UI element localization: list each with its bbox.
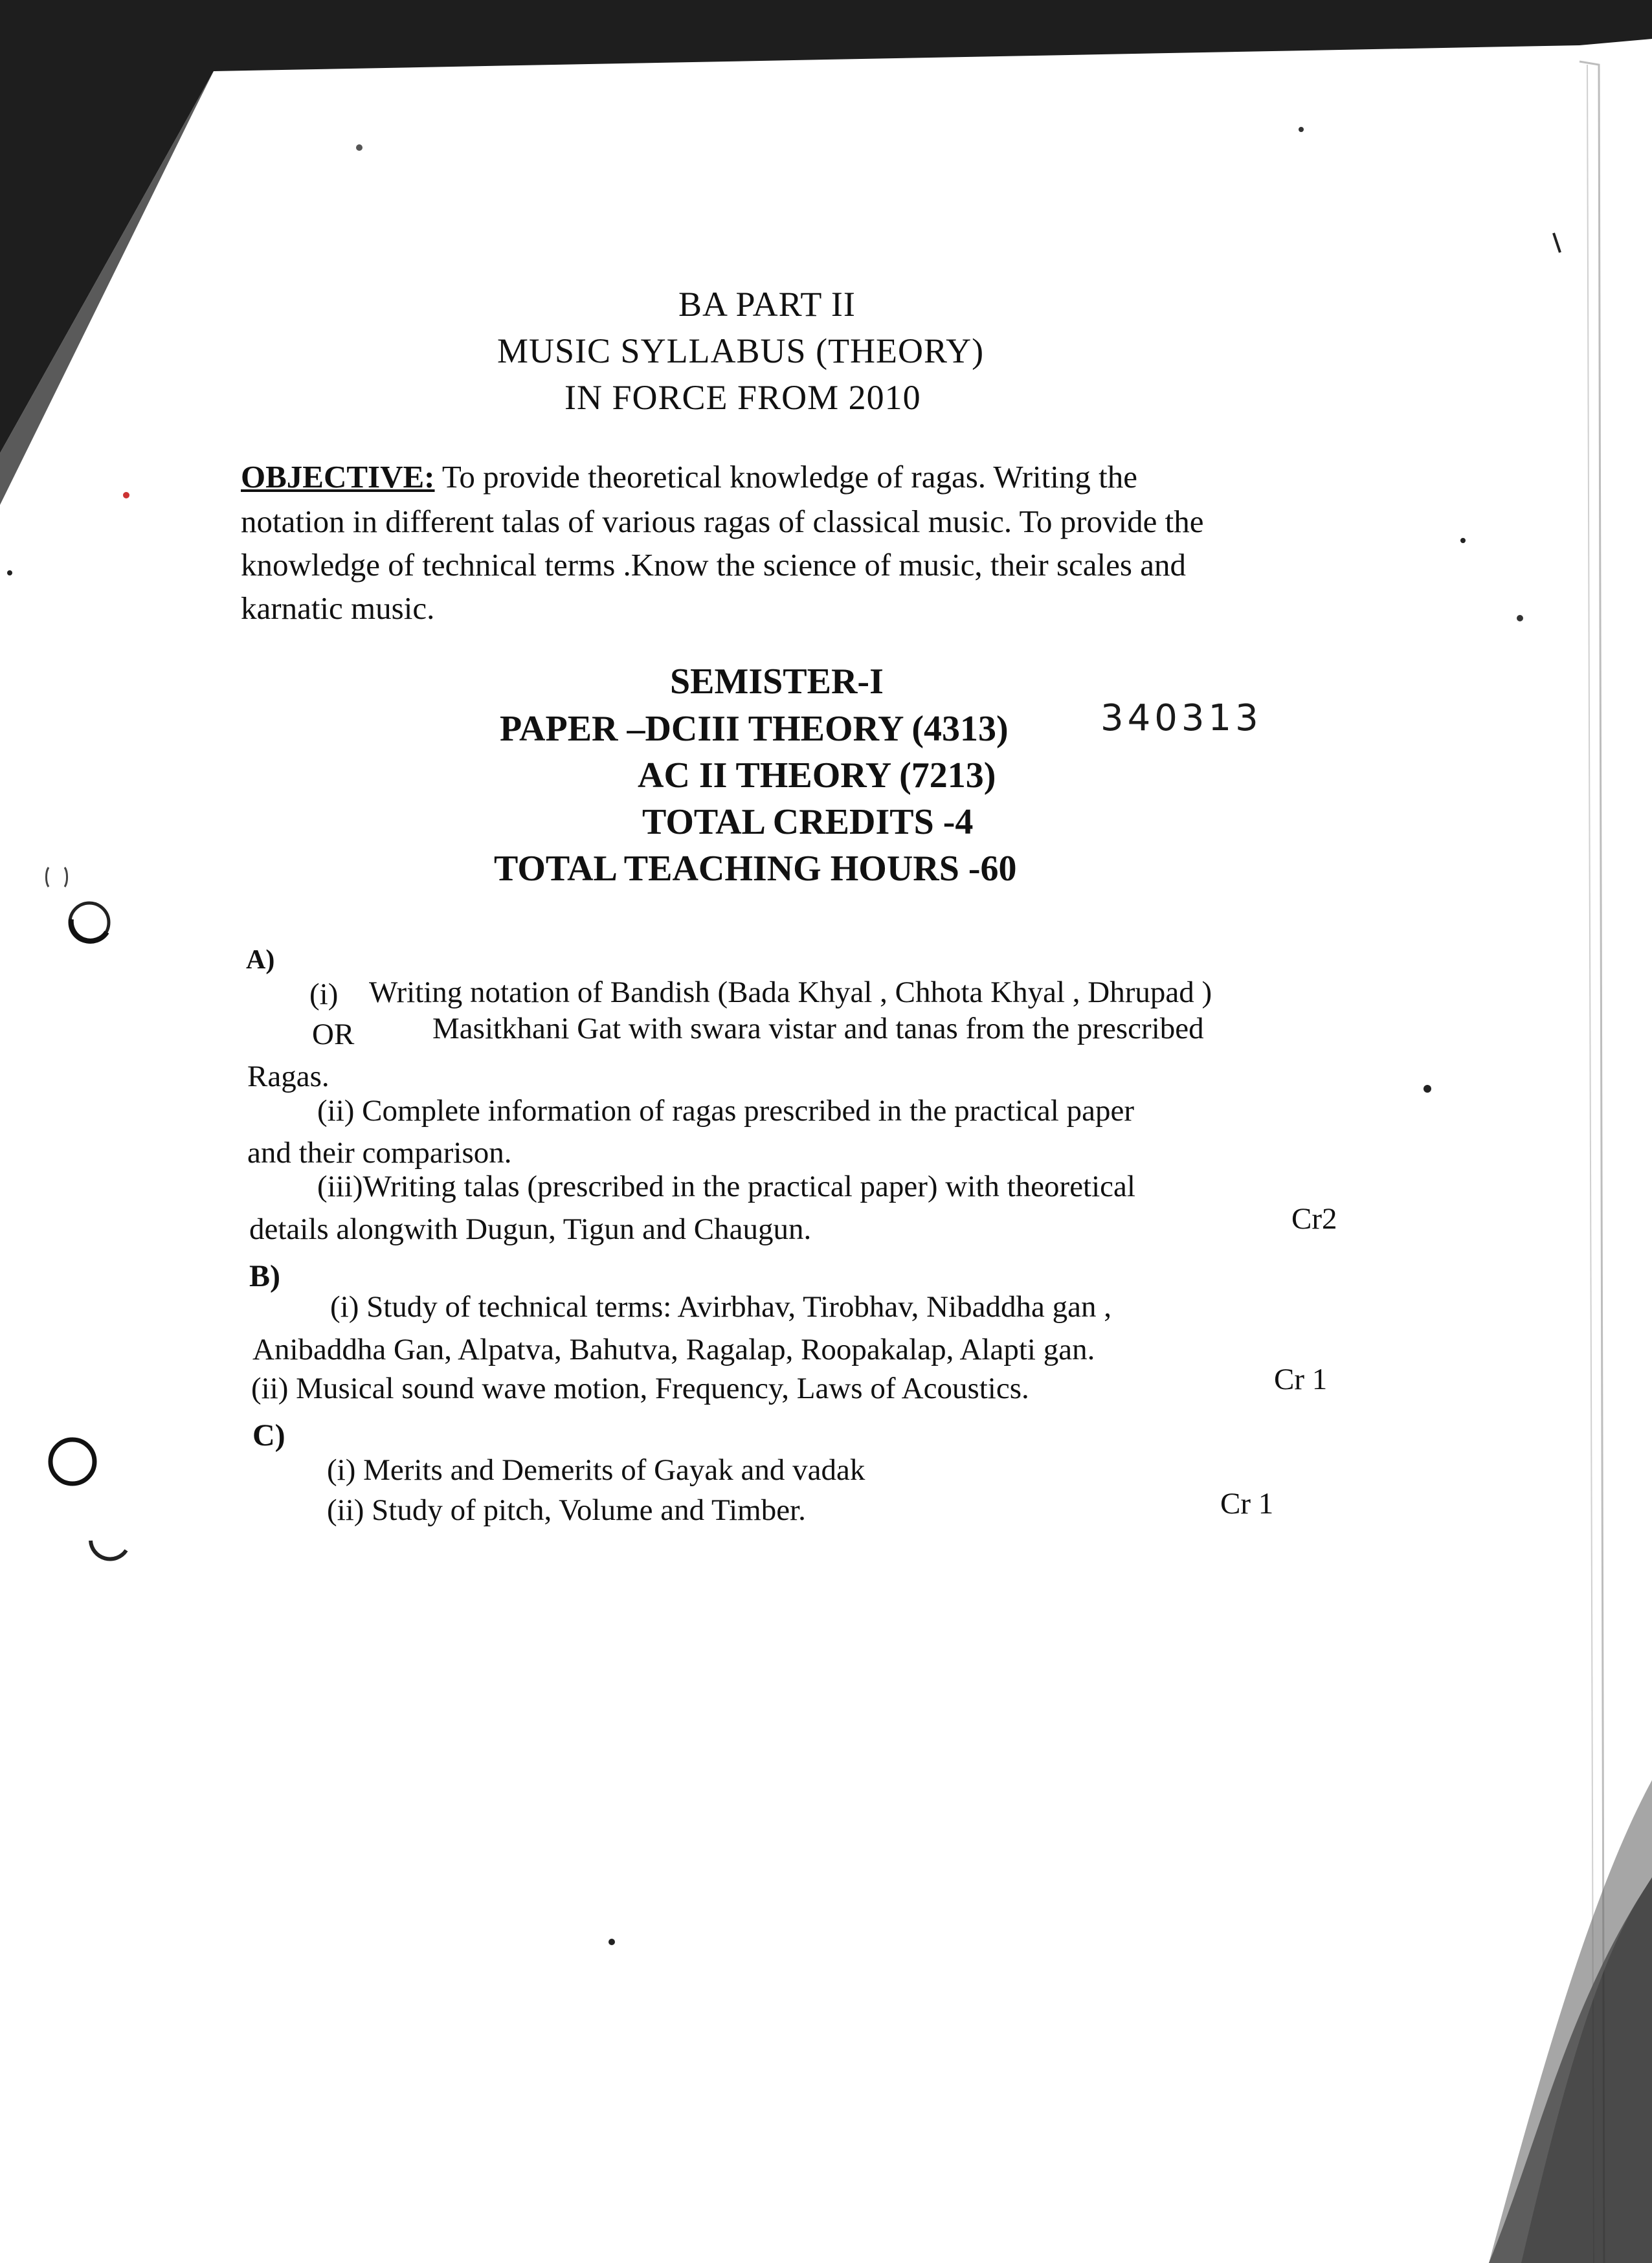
section-c-credit: Cr 1 xyxy=(1220,1487,1274,1521)
handwritten-code: 340313 xyxy=(1100,697,1262,739)
section-b-label: B) xyxy=(249,1259,280,1293)
section-a-ii-cont: and their comparison. xyxy=(247,1136,512,1170)
section-a-ii-text: (ii) Complete information of ragas prescribed in the practical paper xyxy=(317,1094,1134,1128)
ac-theory: AC II THEORY (7213) xyxy=(638,755,996,796)
page-subtitle: MUSIC SYLLABUS (THEORY) xyxy=(497,331,985,370)
objective-text-1: To provide theoretical knowledge of ragas. Writing the xyxy=(441,459,1137,495)
objective-line-4: karnatic music. xyxy=(241,590,435,626)
section-a-i-number: (i) xyxy=(309,977,339,1011)
section-b-i-cont: Anibaddha Gan, Alpatva, Bahutva, Ragalap, Roopakalap, Alapti gan. xyxy=(252,1333,1095,1366)
objective-line-2: notation in different talas of various ragas of classical music. To provide the xyxy=(241,504,1204,539)
section-c-ii-text: (ii) Study of pitch, Volume and Timber. xyxy=(327,1493,806,1527)
paper-title: PAPER –DCIII THEORY (4313) xyxy=(500,709,1009,749)
section-a-or: OR xyxy=(312,1018,355,1051)
section-a-i-text: Writing notation of Bandish (Bada Khyal , Chhota Khyal , Dhrupad ) xyxy=(369,975,1212,1009)
semester-title: SEMISTER-I xyxy=(670,662,884,702)
page-title: BA PART II xyxy=(678,285,856,324)
section-a-iii-text: (iii)Writing talas (prescribed in the practical paper) with theoretical xyxy=(317,1170,1135,1203)
section-a-ragas: Ragas. xyxy=(247,1060,329,1093)
section-a-label: A) xyxy=(246,945,275,975)
section-b-ii-text: (ii) Musical sound wave motion, Frequency, Laws of Acoustics. xyxy=(251,1372,1029,1405)
section-a-credit: Cr2 xyxy=(1291,1202,1337,1236)
total-credits: TOTAL CREDITS -4 xyxy=(642,802,974,842)
section-c-label: C) xyxy=(252,1418,285,1453)
section-b-credit: Cr 1 xyxy=(1274,1363,1328,1396)
total-teaching-hours: TOTAL TEACHING HOURS -60 xyxy=(494,849,1017,889)
in-force-line: IN FORCE FROM 2010 xyxy=(564,378,921,417)
section-b-i-text: (i) Study of technical terms: Avirbhav, Tirobhav, Nibaddha gan , xyxy=(330,1290,1111,1324)
objective-line-1 xyxy=(241,461,1137,493)
section-a-iii-cont: details alongwith Dugun, Tigun and Chaugun. xyxy=(249,1212,812,1246)
objective-line-3: knowledge of technical terms .Know the science of music, their scales and xyxy=(241,547,1186,583)
section-a-or-text: Masitkhani Gat with swara vistar and tanas from the prescribed xyxy=(432,1012,1204,1045)
section-c-i-text: (i) Merits and Demerits of Gayak and vadak xyxy=(327,1453,865,1487)
objective-label: OBJECTIVE: xyxy=(241,459,435,495)
